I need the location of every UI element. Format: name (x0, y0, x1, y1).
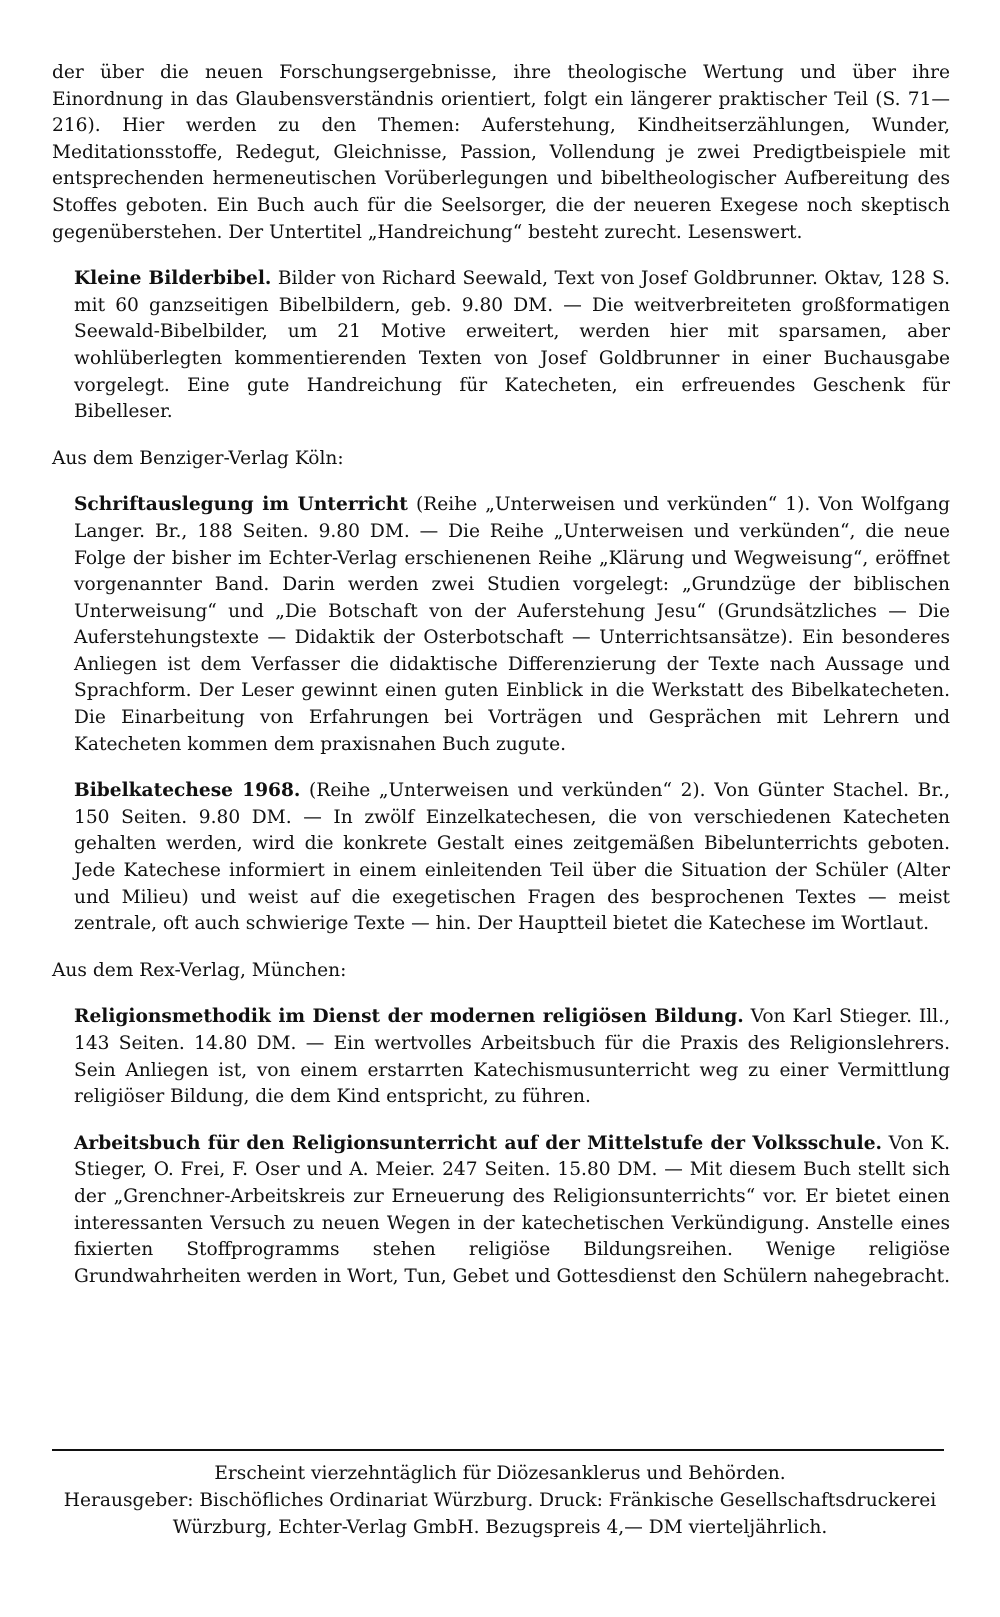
intro-paragraph (52, 60, 950, 246)
review-title: Bibelkatechese 1968. (74, 780, 301, 802)
review-title: Kleine Bilderbibel. (74, 268, 272, 290)
document-body (52, 60, 950, 1310)
review-schriftauslegung (52, 492, 950, 758)
review-text: Von K. Stieger, O. Frei, F. Oser und A. Meier. 247 Seiten. 15.80 DM. — Mit diesem Buch stellt sich der „Grenchner-Arbeitskreis zur Erneuerung des Religionsunterrichts“ vor. Er bietet einen interessanten Versuch zu neuen Wegen in der katechetischen Verkündigung. Anstelle eines fixierten Stoffprogramms stehen religiöse Bildungsreihen. Wenige religiöse Grundwahrheiten werden in Wort, Tun, Gebet und Gottesdienst den Schülern nahegebracht. (74, 1132, 950, 1287)
review-religionsmethodik (52, 1004, 950, 1110)
footer-divider (52, 1449, 944, 1451)
review-kleine-bilderbibel (52, 266, 950, 426)
footer-line-publication: Erscheint vierzehntäglich für Diözesanklerus und Behörden. (214, 1463, 786, 1484)
section-heading-rex: Aus dem Rex-Verlag, München: (52, 959, 347, 981)
review-arbeitsbuch (52, 1131, 950, 1291)
review-title: Religionsmethodik im Dienst der modernen religiösen Bildung. (74, 1006, 744, 1028)
review-text: (Reihe „Unterweisen und verkünden“ 2). Von Günter Stachel. Br., 150 Seiten. 9.80 DM. — In zwölf Einzelkatechesen, die von verschiedenen Katecheten gehalten werden, wird die konkrete Gestalt eines zeitgemäßen Bibelunterrichts geboten. Jede Katechese informiert in einem einleitenden Teil über die Situation der Schüler (Alter und Milieu) und weist auf die exegetischen Fragen des besprochenen Textes — meist zentrale, oft auch schwierige Texte — hin. Der Hauptteil bietet die Katechese im Wortlaut. (74, 780, 950, 935)
review-title: Arbeitsbuch für den Religionsunterricht auf der Mittelstufe der Volksschule. (74, 1132, 882, 1154)
review-text: Bilder von Richard Seewald, Text von Josef Goldbrunner. Oktav, 128 S. mit 60 ganzseitigen Bibelbildern, geb. 9.80 DM. — Die weitverbreiteten großformatigen Seewald-Bibelbilder, um 21 Motive erweitert, werden hier mit sparsamen, aber wohlüberlegten kommentierenden Texten von Josef Goldbrunner in einer Buchausgabe vorgelegt. Eine gute Handreichung für Katecheten, ein erfreuendes Geschenk für Bibelleser. (74, 268, 951, 423)
footer-line-publisher: Herausgeber: Bischöfliches Ordinariat Würzburg. Druck: Fränkische Gesellschaftsdruckerei Würzburg, Echter-Verlag GmbH. Bezugspreis 4,— DM vierteljährlich. (63, 1490, 937, 1538)
section-heading-benziger: Aus dem Benziger-Verlag Köln: (52, 447, 344, 469)
review-title: Schriftauslegung im Unterricht (74, 494, 408, 516)
intro-text: der über die neuen Forschungsergebnisse, ihre theologische Wertung und über ihre Einordnung in das Glaubensverständnis orientiert, folgt ein längerer praktischer Teil (S. 71—216). Hier werden zu den Themen: Auferstehung, Kindheitserzählungen, Wunder, Meditationsstoffe, Redegut, Gleichnisse, Passion, Vollendung je zwei Predigtbeispiele mit entsprechenden hermeneutischen Vorüberlegungen und bibeltheologischer Aufbereitung des Stoffes geboten. Ein Buch auch für die Seelsorger, die der neueren Exegese noch skeptisch gegenüberstehen. Der Untertitel „Handreichung“ besteht zurecht. Lesenswert. (52, 62, 950, 243)
review-bibelkatechese (52, 778, 950, 938)
review-text: (Reihe „Unterweisen und verkünden“ 1). Von Wolfgang Langer. Br., 188 Seiten. 9.80 DM. — Die Reihe „Unterweisen und verkünden“, die neue Folge der bisher im Echter-Verlag erschienenen Reihe „Klärung und Wegweisung“, eröffnet vorgenannter Band. Darin werden zwei Studien vorgelegt: „Grundzüge der biblischen Unterweisung“ und „Die Botschaft von der Auferstehung Jesu“ (Grundsätzliches — Die Auferstehungstexte — Didaktik der Osterbotschaft — Unterrichtsansätze). Ein besonderes Anliegen ist dem Verfasser die didaktische Differenzierung der Texte nach Aussage und Sprachform. Der Leser gewinnt einen guten Einblick in die Werkstatt des Bibelkatecheten. Die Einarbeitung von Erfahrungen bei Vorträgen und Gesprächen mit Lehrern und Katecheten kommen dem praxisnahen Buch zugute. (74, 494, 951, 755)
footer (40, 1460, 960, 1541)
review-text: Von Karl Stieger. Ill., 143 Seiten. 14.80 DM. — Ein wertvolles Arbeitsbuch für die Praxis des Religionslehrers. Sein Anliegen ist, von einem erstarrten Katechismusunterricht weg zu einer Vermittlung religiöser Bildung, die dem Kind entspricht, zu führen. (74, 1006, 950, 1108)
